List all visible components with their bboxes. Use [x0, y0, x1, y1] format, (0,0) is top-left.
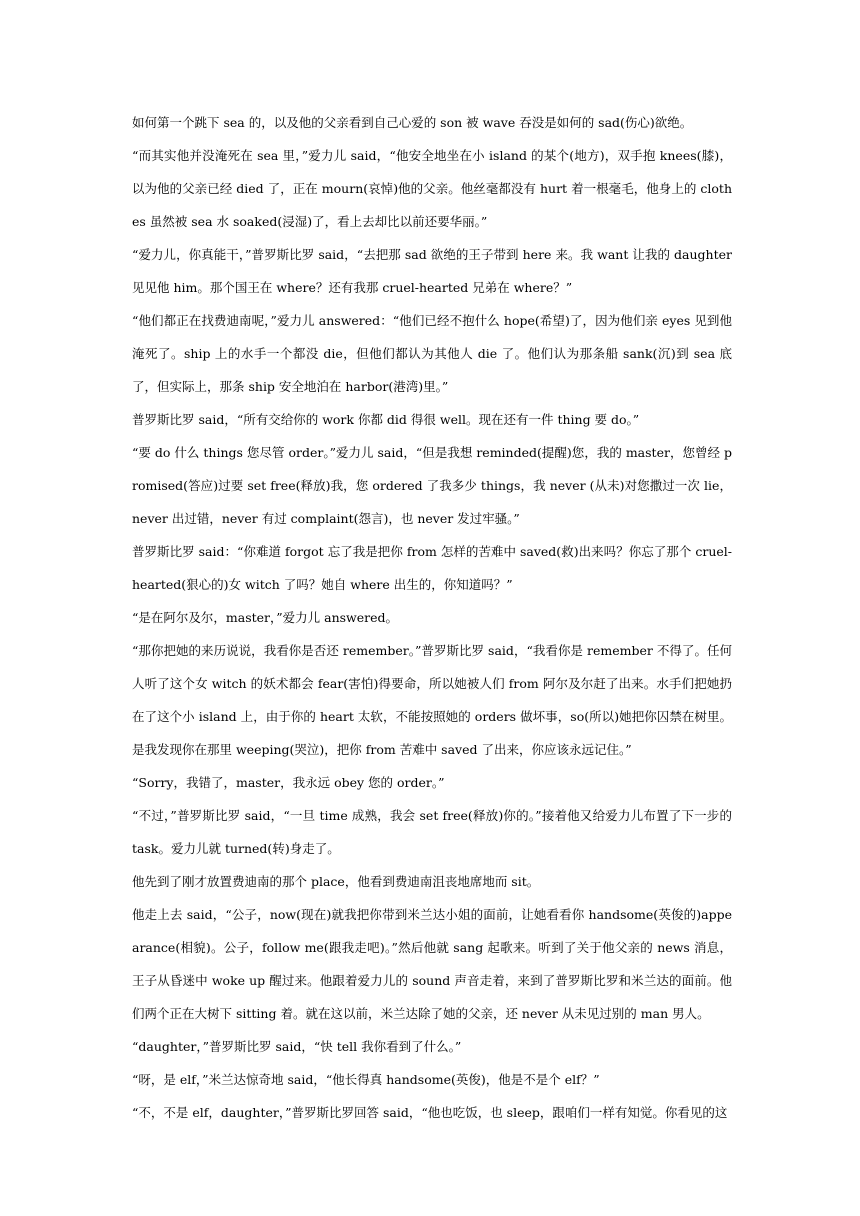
paragraph: “那你把她的来历说说，我看你是否还 remember。”普罗斯比罗 said，“我看你是 remember 不得了。任何人听了这个女 witch 的妖术都会 fear(害怕)得要命，所以她被人们 from 阿尔及尔赶了出来。水手们把她扔在了这个小 island 上，由于你的 heart 太软，不能按照她的 orders 做坏事，so(所以)她把你囚禁在树里。是我发现你在那里 weeping(哭泣)，把你 from 苦难中 saved 了出来，你应该永远记住。” — [132, 643, 732, 757]
paragraph: 他先到了刚才放置费迪南的那个 place，他看到费迪南沮丧地席地而 sit。 — [132, 874, 540, 889]
paragraph: “而其实他并没淹死在 sea 里，”爱力儿 said，“他安全地坐在小 island 的某个(地方)，双手抱 knees(膝)，以为他的父亲已经 died 了，正在 mourn(哀悼)他的父亲。他丝毫都没有 hurt 着一根毫毛，他身上的 clothes 虽然被 sea 水 soaked(浸湿)了，看上去却比以前还要华丽。” — [132, 148, 732, 229]
paragraph: “爱力儿，你真能干，”普罗斯比罗 said，“去把那 sad 欲绝的王子带到 here 来。我 want 让我的 daughter 见见他 him。那个国王在 where？还有我那 cruel-hearted 兄弟在 where？” — [132, 247, 732, 295]
document-body — [132, 106, 732, 1129]
paragraph: “不，不是 elf，daughter，”普罗斯比罗回答 said，“他也吃饭，也 sleep，跟咱们一样有知觉。你看见的这 — [132, 1105, 728, 1120]
paragraph: “他们都正在找费迪南呢，”爱力儿 answered：“他们已经不抱什么 hope(希望)了，因为他们亲 eyes 见到他淹死了。ship 上的水手一个都没 die，但他们都认为其他人 die 了。他们认为那条船 sank(沉)到 sea 底了，但实际上，那条 ship 安全地泊在 harbor(港湾)里。” — [132, 313, 732, 394]
paragraph: “Sorry，我错了，master，我永远 obey 您的 order。” — [132, 775, 445, 790]
paragraph: 普罗斯比罗 said：“你难道 forgot 忘了我是把你 from 怎样的苦难中 saved(救)出来吗？你忘了那个 cruel-hearted(狠心的)女 witch 了吗？她自 where 出生的，你知道吗？” — [132, 544, 732, 592]
paragraph: “呀，是 elf，”米兰达惊奇地 said，“他长得真 handsome(英俊)，他是不是个 elf？” — [132, 1072, 600, 1087]
paragraph: “不过，”普罗斯比罗 said，“一旦 time 成熟，我会 set free(释放)你的。”接着他又给爱力儿布置了下一步的 task。爱力儿就 turned(转)身走了。 — [132, 808, 732, 856]
paragraph: 他走上去 said，“公子，now(现在)就我把你带到米兰达小姐的面前，让她看看你 handsome(英俊的)appearance(相貌)。公子，follow me(跟我走吧)。”然后他就 sang 起歌来。听到了关于他父亲的 news 消息，王子从昏迷中 woke up 醒过来。他跟着爱力儿的 sound 声音走着，来到了普罗斯比罗和米兰达的面前。他们两个正在大树下 sitting 着。就在这以前，米兰达除了她的父亲，还 never 从未见过别的 man 男人。 — [132, 907, 732, 1021]
paragraph: 如何第一个跳下 sea 的，以及他的父亲看到自己心爱的 son 被 wave 吞没是如何的 sad(伤心)欲绝。 — [132, 115, 693, 130]
paragraph: “要 do 什么 things 您尽管 order。”爱力儿 said，“但是我想 reminded(提醒)您，我的 master，您曾经 promised(答应)过要 set free(释放)我，您 ordered 了我多少 things，我 never (从未)对您撒过一次 lie，never 出过错，never 有过 complaint(怨言)，也 never 发过牢骚。” — [132, 445, 732, 526]
paragraph: 普罗斯比罗 said，“所有交给你的 work 你都 did 得很 well。现在还有一件 thing 要 do。” — [132, 412, 640, 427]
paragraph: “是在阿尔及尔，master，”爱力儿 answered。 — [132, 610, 399, 625]
paragraph: “daughter，”普罗斯比罗 said，“快 tell 我你看到了什么。” — [132, 1039, 462, 1054]
